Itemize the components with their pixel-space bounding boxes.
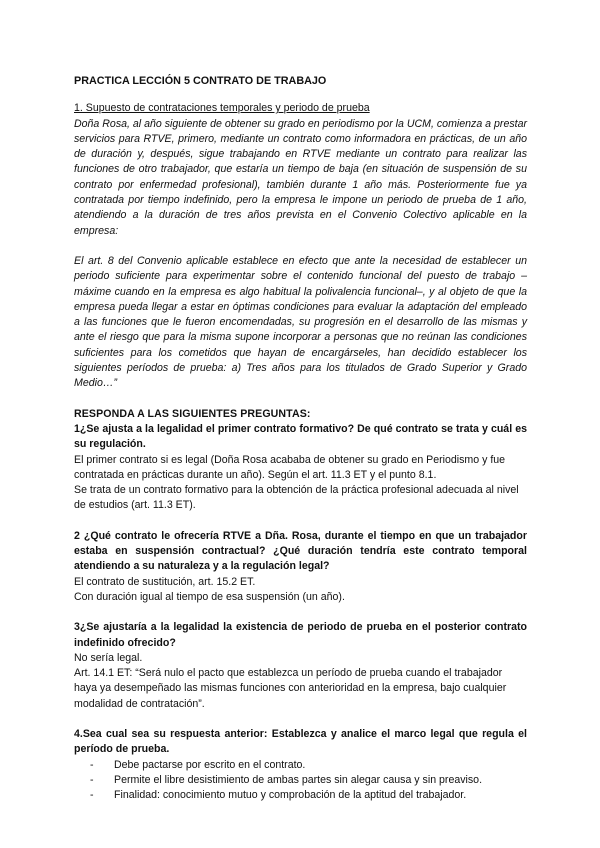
dash-bullet-icon: - (90, 758, 94, 771)
question-1: 1¿Se ajusta a la legalidad el primer contrato formativo? De qué contrato se trata y cuál es su regulación. (74, 422, 527, 451)
question-4: 4.Sea cual sea su respuesta anterior: Establezca y analice el marco legal que regula el período de prueba. (74, 727, 527, 756)
spacer (74, 605, 527, 620)
answer-2-a: El contrato de sustitución, art. 15.2 ET. (74, 575, 256, 588)
question-block-2 (74, 529, 527, 605)
section-heading: 1. Supuesto de contrataciones temporales y periodo de prueba (74, 102, 370, 115)
spacer (74, 712, 527, 727)
list-item-text: Debe pactarse por escrito en el contrato. (114, 758, 306, 771)
question-3: 3¿Se ajustaría a la legalidad la existencia de periodo de prueba en el posterior contrato indefinido ofrecido? (74, 621, 527, 649)
answer-3-b: Art. 14.1 ET: “Será nulo el pacto que establezca un período de prueba cuando el trabajador haya ya desempeñado las mismas funciones con anterioridad en la empresa, bajo cualquier modalidad de contratación”. (74, 667, 507, 710)
list-item (90, 758, 527, 773)
dash-bullet-icon: - (90, 773, 94, 786)
question-2: 2 ¿Qué contrato le ofrecería RTVE a Dña. Rosa, durante el tiempo en que un trabajador estaba en suspensión contractual? ¿Qué duración tendría este contrato temporal atendiendo a su naturaleza y a la regulación legal? (74, 529, 527, 573)
document-page (74, 74, 527, 803)
agreement-quote: El art. 8 del Convenio aplicable establece en efecto que ante la necesidad de establecer un periodo suficiente para experimentar sobre el contenido funcional del puesto de trabajo –máxime cuando en la empresa es algo habitual la polivalencia funcional–, y al objeto de que la empresa pueda llegar a estar en óptimas condiciones para evaluar la adaptación del empleado a las funciones que le fueron encomendadas, su progresión en el desarrollo de las mismas y ante el riesgo que para la misma supone incorporar a personas que no reúnan las condiciones suficientes para los cometidos que hayan de encargárseles, han decidido establecer los siguientes períodos de prueba: a) Tres años para los titulados de Grado Superior y Grado Medio…” (74, 254, 527, 390)
answer-2-b: Con duración igual al tiempo de esa suspensión (un año). (74, 590, 345, 603)
answer-1-b: Se trata de un contrato formativo para la obtención de la práctica profesional adecuada al nivel de estudios (art. 11.3 ET). (74, 484, 519, 512)
list-item-text: Finalidad: conocimiento mutuo y comprobación de la aptitud del trabajador. (114, 789, 467, 802)
question-block-4 (74, 727, 527, 803)
document-title: PRACTICA LECCIÓN 5 CONTRATO DE TRABAJO (74, 75, 327, 87)
list-item (90, 773, 527, 788)
case-text: Doña Rosa, al año siguiente de obtener su grado en periodismo por la UCM, comienza a prestar servicios para RTVE, primero, mediante un contrato como informadora en prácticas, de un año de duración y, después, sigue trabajando en RTVE mediante un contrato para realizar las funciones de otro trabajador, que estaría un tiempo de baja (en situación de suspensión de su contrato por enfermedad profesional), también durante 1 año más. Posteriormente fue ya contratada por tiempo indefinido, pero la empresa le impone un periodo de prueba de 1 año, atendiendo a la duración de tres años prevista en el Convenio Colectivo aplicable en la empresa: (74, 117, 527, 237)
legal-framework-list (74, 758, 527, 804)
list-item (90, 788, 527, 803)
answer-1-a: El primer contrato si es legal (Doña Rosa acababa de obtener su grado en Periodismo y fue contratada en prácticas durante un año). Según el art. 11.3 ET y el punto 8.1. (74, 453, 506, 481)
list-item-text: Permite el libre desistimiento de ambas partes sin alegar causa y sin preaviso. (114, 773, 483, 786)
answer-3-a: No sería legal. (74, 651, 143, 664)
question-block-1 (74, 422, 527, 514)
dash-bullet-icon: - (90, 789, 94, 802)
spacer (74, 514, 527, 529)
questions-heading: RESPONDA A LAS SIGUIENTES PREGUNTAS: (74, 407, 311, 420)
question-block-3 (74, 620, 527, 712)
